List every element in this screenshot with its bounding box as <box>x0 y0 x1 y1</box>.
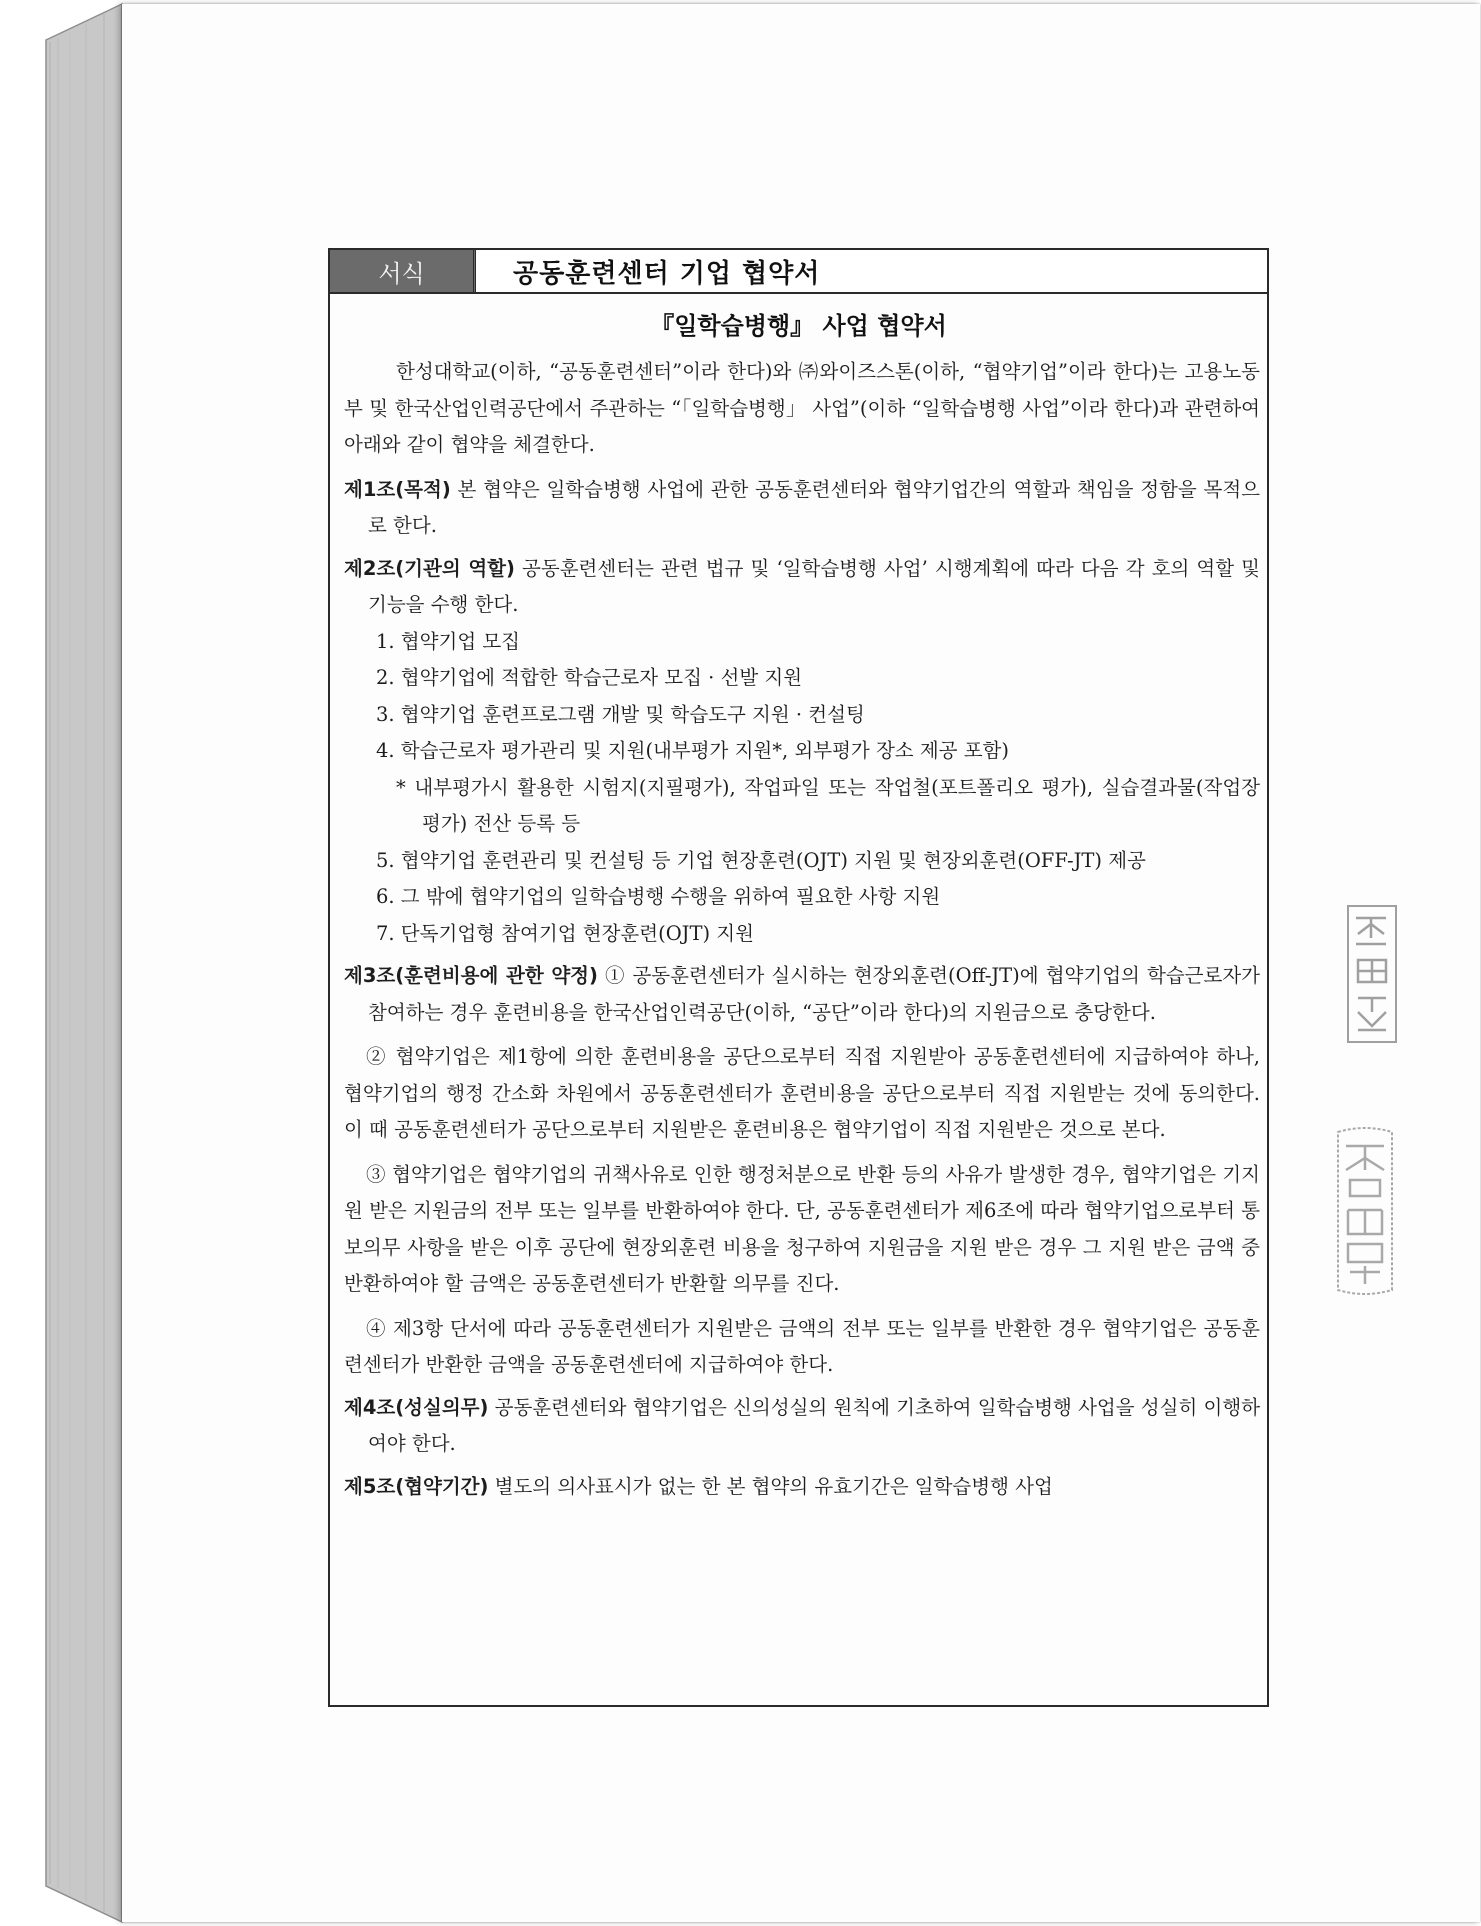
agreement-body <box>344 354 1260 1505</box>
form-type-label: 서식 <box>330 250 476 292</box>
intro-paragraph: 한성대학교(이하, “공동훈련센터”이라 한다)와 ㈜와이즈스톤(이하, “협약기업”이라 한다)는 고용노동부 및 한국산업인력공단에서 주관하는 “「일학습병행」 사업”(이하 “일학습병행 사업”이라 한다)과 관련하여 아래와 같이 협약을 체결한다. <box>344 360 1260 456</box>
article-2-item: 7. 단독기업형 참여기업 현장훈련(OJT) 지원 <box>376 921 754 945</box>
article-1-heading: 제1조(목적) <box>344 477 451 501</box>
article-2-item: 2. 협약기업에 적합한 학습근로자 모집 · 선발 지원 <box>376 666 803 689</box>
article-1-text: 본 협약은 일학습병행 사업에 관한 공동훈련센터와 협약기업간의 역할과 책임을 정함을 목적으로 한다. <box>368 477 1260 537</box>
article-2-heading: 제2조(기관의 역할) <box>344 556 515 580</box>
form-title: 공동훈련센터 기업 협약서 <box>513 258 821 289</box>
article-3-text: ① 공동훈련센터가 실시하는 현장외훈련(Off-JT)에 협약기업의 학습근로자가 참여하는 경우 훈련비용을 한국산업인력공단(이하, “공단”이라 한다)의 지원금으로 충당한다. <box>368 964 1260 1024</box>
article-3-heading: 제3조(훈련비용에 관한 약정) <box>344 964 598 987</box>
article-3-clause-4: ④ 제3항 단서에 따라 공동훈련센터가 지원받은 금액의 전부 또는 일부를 반환한 경우 협약기업은 공동훈련센터가 반환한 금액을 공동훈련센터에 지급하여야 한다. <box>344 1316 1260 1376</box>
article-5-heading: 제5조(협약기간) <box>344 1474 489 1498</box>
seal-stamp-top <box>1346 904 1398 1044</box>
article-4 <box>344 1390 1260 1463</box>
article-2-text: 공동훈련센터는 관련 법규 및 ‘일학습병행 사업’ 시행계획에 따라 다음 각 호의 역할 및 기능을 수행 한다. <box>368 556 1260 616</box>
article-2-note: * 내부평가시 활용한 시험지(지필평가), 작업파일 또는 작업철(포트폴리오 평가), 실습결과물(작업장 평가) 전산 등록 등 <box>396 775 1260 835</box>
article-2 <box>344 551 1260 624</box>
article-2-item: 3. 협약기업 훈련프로그램 개발 및 학습도구 지원 · 컨설팅 <box>376 702 865 726</box>
form-header <box>328 248 1269 294</box>
article-4-heading: 제4조(성실의무) <box>344 1395 489 1419</box>
seal-stamp-bottom <box>1330 1126 1400 1296</box>
article-5 <box>344 1469 1260 1506</box>
agreement-title: 『일학습병행』 사업 협약서 <box>650 312 947 340</box>
article-2-item: 5. 협약기업 훈련관리 및 컨설팅 등 기업 현장훈련(OJT) 지원 및 현장외훈련(OFF-JT) 제공 <box>376 848 1146 872</box>
article-3 <box>344 958 1260 1031</box>
article-5-text: 별도의 의사표시가 없는 한 본 협약의 유효기간은 일학습병행 사업 <box>488 1474 1053 1498</box>
article-2-item: 1. 협약기업 모집 <box>376 629 521 653</box>
article-2-item: 6. 그 밖에 협약기업의 일학습병행 수행을 위하여 필요한 사항 지원 <box>376 885 941 908</box>
article-2-item: 4. 학습근로자 평가관리 및 지원(내부평가 지원*, 외부평가 장소 제공 포함) <box>376 739 1009 762</box>
article-4-text: 공동훈련센터와 협약기업은 신의성실의 원칙에 기초하여 일학습병행 사업을 성실히 이행하여야 한다. <box>368 1395 1261 1455</box>
article-3-clause-3: ③ 협약기업은 협약기업의 귀책사유로 인한 행정처분으로 반환 등의 사유가 발생한 경우, 협약기업은 기지원 받은 지원금의 전부 또는 일부를 반환하여야 한다. 단, 공동훈련센터가 제6조에 따라 협약기업으로부터 통보의무 사항을 받은 이후 공단에 현장외훈련 비용을 청구하여 지원금을 지원 받은 경우 그 지원 받은 금액 중 반환하여야 할 금액은 공동훈련센터가 반환할 의무를 진다. <box>344 1162 1260 1295</box>
article-1 <box>344 472 1260 545</box>
article-3-clause-2: ② 협약기업은 제1항에 의한 훈련비용을 공단으로부터 직접 지원받아 공동훈련센터에 지급하여야 하나, 협약기업의 행정 간소화 차원에서 공동훈련센터가 훈련비용을 공단으로부터 직접 지원받는 것에 동의한다. 이 때 공동훈련센터가 공단으로부터 지원받은 훈련비용은 협약기업이 직접 지원받은 것으로 본다. <box>344 1045 1260 1141</box>
